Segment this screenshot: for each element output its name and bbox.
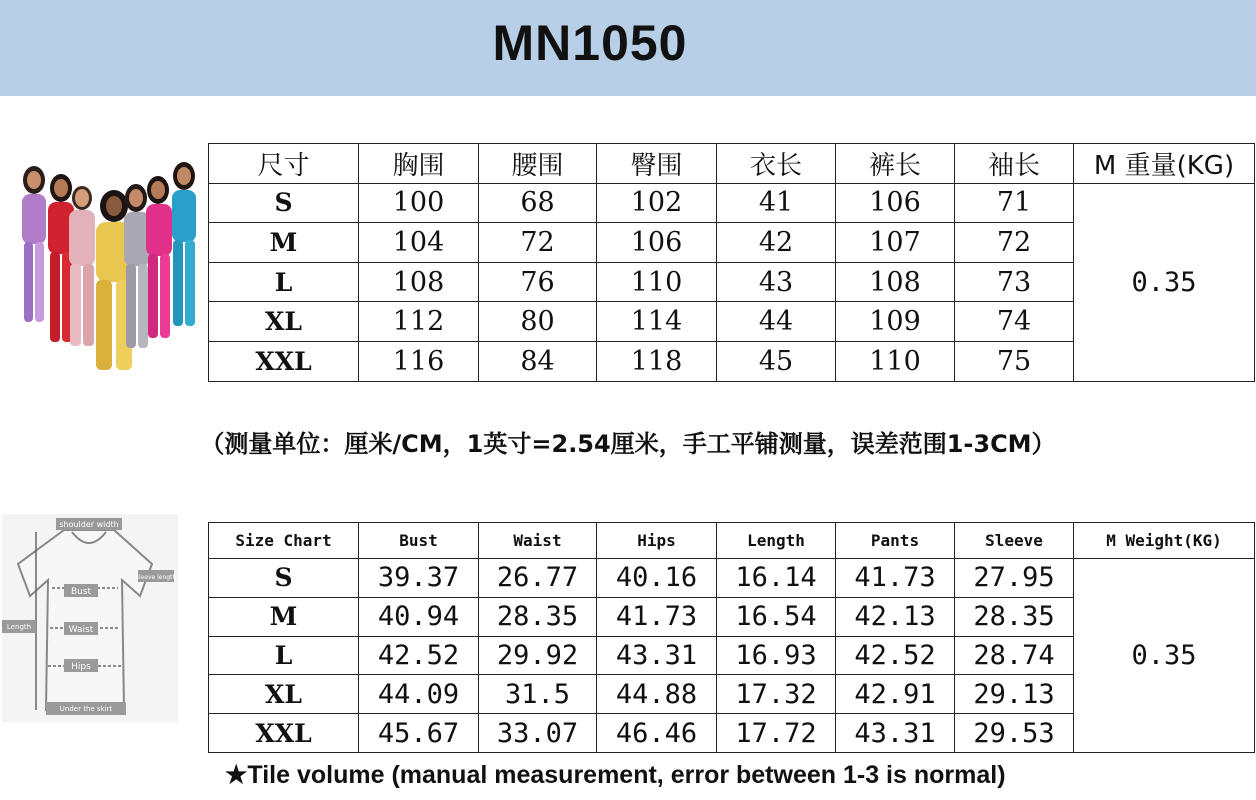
- header-cell: 衣长: [717, 144, 836, 184]
- header-cell: Size Chart: [209, 523, 359, 559]
- value-cell: 43.31: [836, 714, 955, 753]
- value-cell: 118: [597, 341, 717, 381]
- value-cell: 28.35: [955, 597, 1074, 636]
- header-cell: M 重量(KG): [1074, 144, 1255, 184]
- diagram-label-sleeve: sleeve length: [135, 574, 177, 581]
- value-cell: 39.37: [359, 559, 479, 598]
- size-cell: XL: [209, 302, 359, 342]
- header-cell: Length: [717, 523, 836, 559]
- value-cell: 42.52: [836, 636, 955, 675]
- value-cell: 107: [836, 223, 955, 263]
- value-cell: 16.93: [717, 636, 836, 675]
- value-cell: 41.73: [597, 597, 717, 636]
- value-cell: 33.07: [479, 714, 597, 753]
- value-cell: 40.16: [597, 559, 717, 598]
- header-cell: M Weight(KG): [1074, 523, 1255, 559]
- size-cell: S: [209, 559, 359, 598]
- size-cell: M: [209, 223, 359, 263]
- value-cell: 16.14: [717, 559, 836, 598]
- value-cell: 114: [597, 302, 717, 342]
- value-cell: 42: [717, 223, 836, 263]
- size-cell: XXL: [209, 341, 359, 381]
- value-cell: 75: [955, 341, 1074, 381]
- value-cell: 108: [359, 262, 479, 302]
- weight-cell: 0.35: [1074, 559, 1255, 753]
- value-cell: 74: [955, 302, 1074, 342]
- value-cell: 76: [479, 262, 597, 302]
- value-cell: 102: [597, 183, 717, 223]
- table-row: [209, 183, 1255, 223]
- diagram-label-bust: Bust: [70, 587, 92, 597]
- size-cell: XXL: [209, 714, 359, 753]
- value-cell: 112: [359, 302, 479, 342]
- model-figure: [22, 166, 46, 322]
- model-figure: [124, 184, 150, 348]
- value-cell: 42.91: [836, 675, 955, 714]
- garment-measurement-diagram: [2, 514, 178, 722]
- header-cell: 臀围: [597, 144, 717, 184]
- diagram-label-length: Length: [6, 623, 32, 631]
- value-cell: 28.74: [955, 636, 1074, 675]
- size-cell: L: [209, 262, 359, 302]
- product-code-title: MN1050: [492, 15, 688, 71]
- value-cell: 110: [597, 262, 717, 302]
- header-cell: Sleeve: [955, 523, 1074, 559]
- size-cell: M: [209, 597, 359, 636]
- value-cell: 28.35: [479, 597, 597, 636]
- size-cell: XL: [209, 675, 359, 714]
- weight-cell: 0.35: [1074, 183, 1255, 381]
- value-cell: 42.52: [359, 636, 479, 675]
- model-figure: [172, 162, 196, 326]
- value-cell: 29.92: [479, 636, 597, 675]
- value-cell: 17.32: [717, 675, 836, 714]
- model-figure: [146, 176, 172, 338]
- value-cell: 17.72: [717, 714, 836, 753]
- product-photo: [6, 150, 202, 380]
- value-cell: 44: [717, 302, 836, 342]
- value-cell: 43.31: [597, 636, 717, 675]
- diagram-label-shoulder: shoulder width: [59, 520, 119, 529]
- value-cell: 104: [359, 223, 479, 263]
- value-cell: 84: [479, 341, 597, 381]
- value-cell: 68: [479, 183, 597, 223]
- value-cell: 16.54: [717, 597, 836, 636]
- value-cell: 106: [836, 183, 955, 223]
- header-cell: Hips: [597, 523, 717, 559]
- value-cell: 41.73: [836, 559, 955, 598]
- header-cell: 袖长: [955, 144, 1074, 184]
- value-cell: 42.13: [836, 597, 955, 636]
- measurement-note-en: ★Tile volume (manual measurement, error between 1-3 is normal): [225, 761, 1006, 789]
- value-cell: 43: [717, 262, 836, 302]
- header-cell: 胸围: [359, 144, 479, 184]
- value-cell: 27.95: [955, 559, 1074, 598]
- header-cell: 裤长: [836, 144, 955, 184]
- header-cell: Bust: [359, 523, 479, 559]
- value-cell: 44.09: [359, 675, 479, 714]
- size-cell: S: [209, 183, 359, 223]
- header-cell: Waist: [479, 523, 597, 559]
- table-header-row: [209, 144, 1255, 184]
- size-table-inch: [208, 522, 1255, 753]
- value-cell: 41: [717, 183, 836, 223]
- value-cell: 72: [955, 223, 1074, 263]
- table-header-row: [209, 523, 1255, 559]
- size-cell: L: [209, 636, 359, 675]
- value-cell: 109: [836, 302, 955, 342]
- diagram-label-hips: Hips: [71, 662, 91, 672]
- size-table-cm: [208, 143, 1255, 382]
- header-cell: 尺寸: [209, 144, 359, 184]
- value-cell: 31.5: [479, 675, 597, 714]
- header-cell: Pants: [836, 523, 955, 559]
- value-cell: 45.67: [359, 714, 479, 753]
- value-cell: 116: [359, 341, 479, 381]
- table-row: [209, 559, 1255, 598]
- value-cell: 44.88: [597, 675, 717, 714]
- value-cell: 40.94: [359, 597, 479, 636]
- value-cell: 46.46: [597, 714, 717, 753]
- value-cell: 100: [359, 183, 479, 223]
- value-cell: 45: [717, 341, 836, 381]
- value-cell: 29.13: [955, 675, 1074, 714]
- header-cell: 腰围: [479, 144, 597, 184]
- value-cell: 71: [955, 183, 1074, 223]
- measurement-note-cn: （测量单位：厘米/CM，1英寸=2.54厘米，手工平铺测量，误差范围1-3CM）: [200, 430, 1056, 458]
- value-cell: 110: [836, 341, 955, 381]
- diagram-label-waist: Waist: [68, 625, 94, 635]
- value-cell: 106: [597, 223, 717, 263]
- value-cell: 29.53: [955, 714, 1074, 753]
- value-cell: 72: [479, 223, 597, 263]
- value-cell: 80: [479, 302, 597, 342]
- diagram-label-hem: Under the skirt: [59, 705, 113, 713]
- value-cell: 108: [836, 262, 955, 302]
- value-cell: 26.77: [479, 559, 597, 598]
- value-cell: 73: [955, 262, 1074, 302]
